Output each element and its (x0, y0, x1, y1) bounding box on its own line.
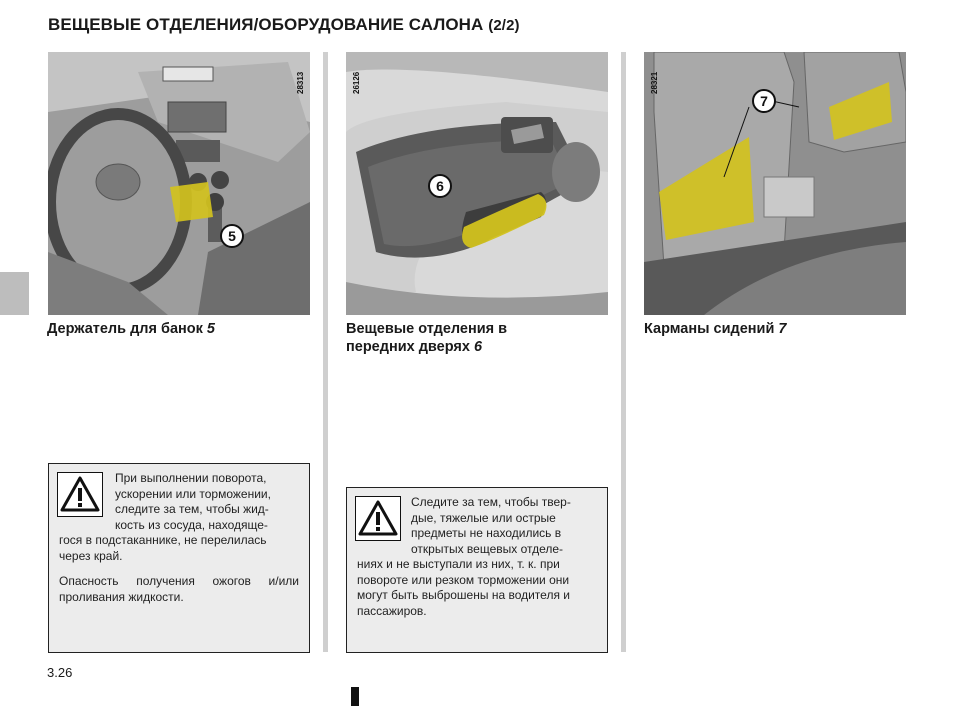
warning-line: ускорении или торможении, (115, 486, 271, 501)
page-title-part: (2/2) (488, 17, 520, 34)
warning-line: предметы не находились в (411, 526, 562, 540)
warning-line: могут быть выброшены на водителя и (357, 588, 570, 602)
figure-can-holder (48, 52, 310, 315)
warning-line: кость из сосуда, находяще- (115, 517, 268, 532)
warning-line: открытых вещевых отделе- (411, 541, 564, 556)
caption-can-holder: Держатель для банок 5 (47, 321, 215, 337)
callout-6: 6 (428, 174, 452, 198)
warning-line: следите за тем, чтобы жид- (115, 502, 269, 516)
warning-line: дые, тяжелые или острые (411, 510, 556, 525)
column-divider (621, 52, 626, 652)
door-illustration (346, 52, 608, 315)
page-title (48, 15, 520, 35)
page-number: 3.26 (47, 665, 73, 680)
warning-triangle-icon (57, 472, 103, 517)
callout-5: 5 (220, 224, 244, 248)
warning-line: ниях и не выступали из них, т. к. при (357, 557, 560, 571)
can-holder-highlight (170, 182, 213, 222)
caption-ref: 6 (473, 339, 483, 355)
warning-paragraph: Опасность получения ожогов и/или проливания жидкости. (59, 574, 299, 604)
callout-7: 7 (752, 89, 776, 113)
caption-ref: 7 (778, 321, 787, 337)
warning-triangle-icon (355, 496, 401, 541)
figure-door-pocket (346, 52, 608, 315)
section-tab (0, 272, 29, 315)
column-divider (323, 52, 328, 652)
caption-seat-pockets: Карманы сидений 7 (644, 321, 787, 337)
figure-code: 26126 (352, 71, 361, 94)
seats-illustration (644, 52, 906, 315)
warning-line: При выполнении поворота, (115, 471, 267, 485)
warning-box-can-holder (48, 463, 310, 653)
figure-seat-pockets (644, 52, 906, 315)
warning-line: через край. (59, 548, 123, 563)
warning-line: Следите за тем, чтобы твер- (411, 495, 571, 509)
warning-box-door-pocket (346, 487, 608, 653)
warning-line: пассажиров. (357, 603, 427, 618)
warning-line: гося в подстаканнике, не перелилась (59, 533, 267, 547)
page-marker (351, 687, 359, 706)
dashboard-illustration (48, 52, 310, 315)
caption-door-pocket: Вещевые отделения в передних дверях 6 (346, 321, 508, 355)
figure-code: 28321 (650, 71, 659, 94)
figure-code: 28313 (296, 71, 305, 94)
caption-ref: 5 (206, 321, 215, 337)
page-title-text: ВЕЩЕВЫЕ ОТДЕЛЕНИЯ/ОБОРУДОВАНИЕ САЛОНА (48, 15, 484, 34)
warning-line: повороте или резком торможении они (357, 572, 570, 587)
